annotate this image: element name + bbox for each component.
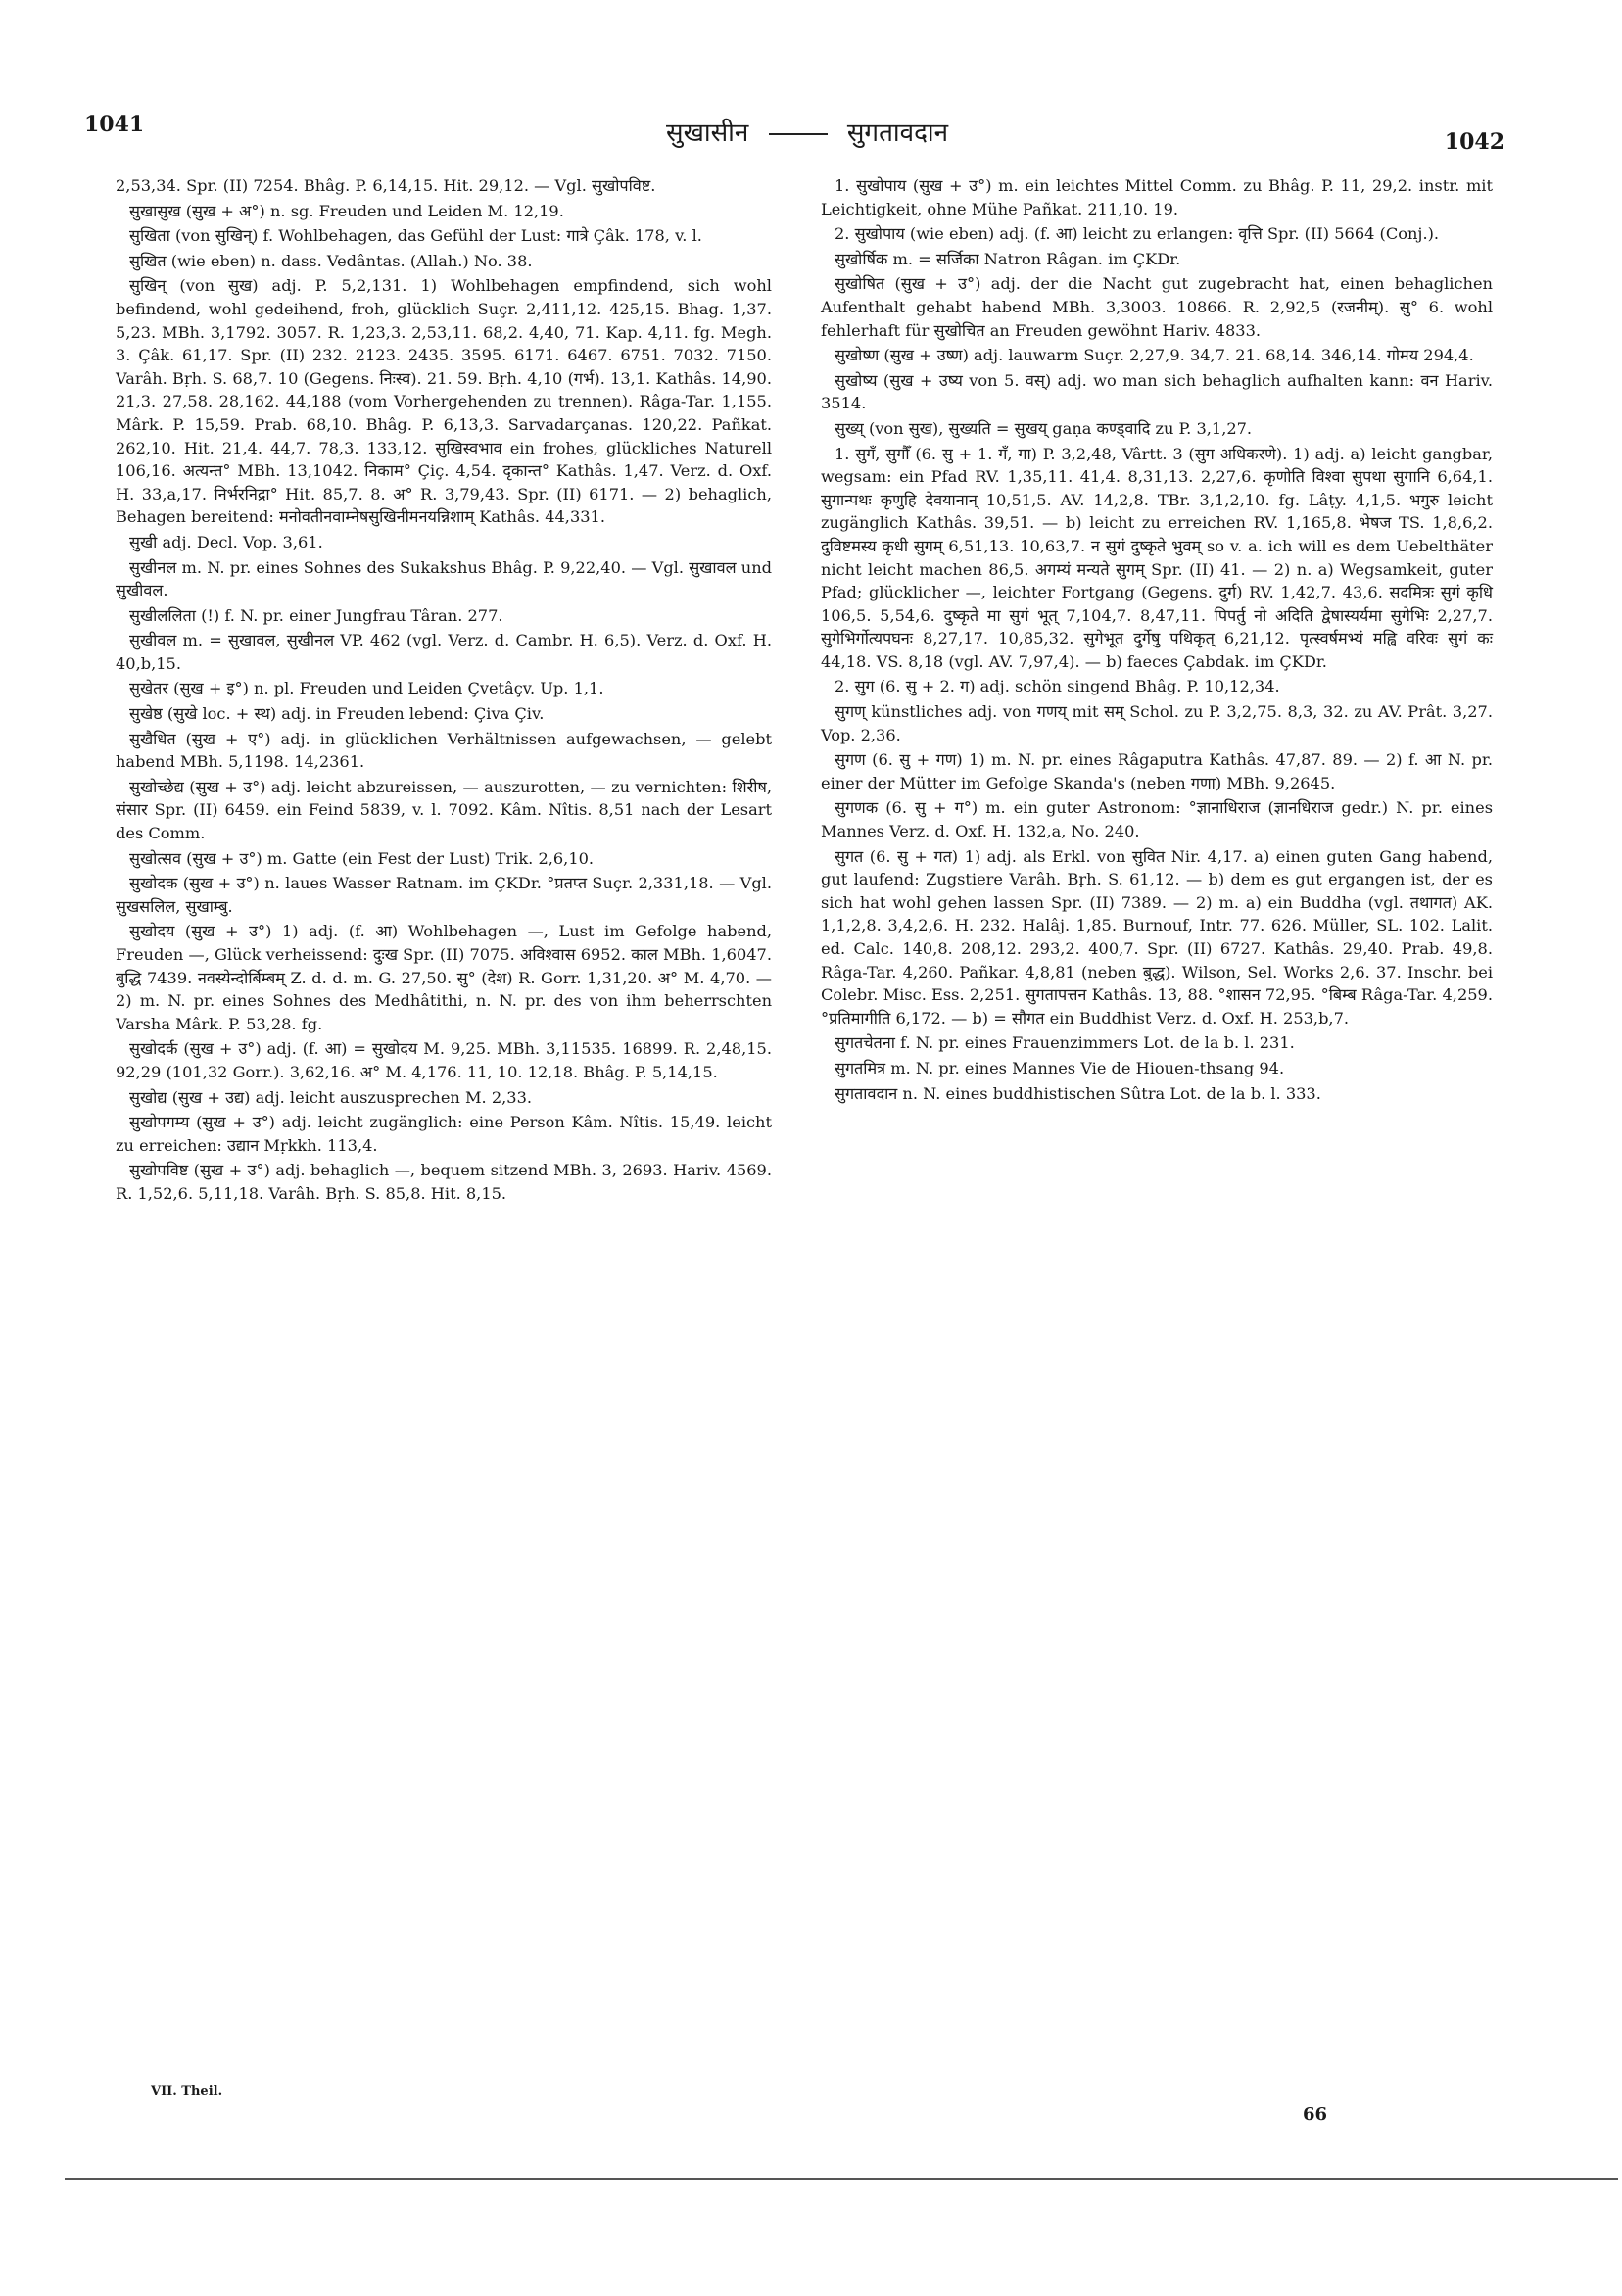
volume-note: VII. Theil. xyxy=(151,2084,223,2099)
entry: सुखोपविष्ट (सुख + उ°) adj. behaglich —, bequem sitzend MBh. 3, 2693. Hariv. 4569. R. 1,52,6. 5,11,18. Varâh. Bṛh. S. 85,8. Hit. 8,15. xyxy=(116,1161,772,1203)
entry: सुखीवल m. = सुखावल, सुखीनल VP. 462 (vgl. Verz. d. Cambr. H. 6,5). Verz. d. Oxf. H. 40,b,15. xyxy=(116,631,772,673)
entry: सुगत (6. सु + गत) 1) adj. als Erkl. von सुवित Nir. 4,17. a) einen guten Gang habend, gut laufend: Zugstiere Varâh. Bṛh. S. 61,12. — b) dem es gut ergangen ist, der es sich hat wohl gehen lassen Spr. (II) 7389. — 2) m. a) ein Buddha (vgl. तथागत) AK. 1,1,2,8. 3,4,2,6. H. 232. Halâj. 1,85. Burnouf, Intr. 77. 626. Müller, SL. 102. Lalit. ed. Calc. 140,8. 208,12. 293,2. 400,7. Spr. (II) 6727. Kathâs. 29,40. Prab. 49,8. Râga-Tar. 4,260. Pañkar. 4,8,81 (neben बुद्ध). Wilson, Sel. Works 2,6. 37. Inschr. bei Colebr. Misc. Ess. 2,251. सुगतापत्तन Kathâs. 13, 88. °शासन 72,95. °बिम्ब Râga-Tar. 4,259. °प्रतिमागीति 6,172. — b) = सौगत ein Buddhist Verz. d. Oxf. H. 253,b,7. xyxy=(821,846,1493,1028)
entry: सुखोद्य (सुख + उद्य) adj. leicht auszusprechen M. 2,33. xyxy=(129,1087,533,1107)
entry: 2. सुखोपाय (wie eben) adj. (f. आ) leicht zu erlangen: वृत्ति Spr. (II) 5664 (Conj.). xyxy=(835,224,1440,244)
right-column xyxy=(821,174,1493,1107)
entry: सुखोष्ण (सुख + उष्ण) adj. lauwarm Suçr. 2,27,9. 34,7. 21. 68,14. 346,14. गोमय 294,4. xyxy=(835,346,1474,365)
entry: सुगण् künstliches adj. von गणय् mit सम् Schol. zu P. 3,2,75. 8,3, 32. zu AV. Prât. 3,27. Vop. 2,36. xyxy=(821,702,1493,744)
entry: सुखोत्सव (सुख + उ°) m. Gatte (ein Fest der Lust) Trik. 2,6,10. xyxy=(129,848,595,868)
page-number-right: 1042 xyxy=(1444,129,1504,155)
entry: सुखी adj. Decl. Vop. 3,61. xyxy=(129,532,323,551)
entry: सुखोदय (सुख + उ°) 1) adj. (f. आ) Wohlbehagen —, Lust im Gefolge habend, Freuden —, Glück verheissend: दुःख Spr. (II) 7075. अविश्वास 6952. काल MBh. 1,6047. बुद्धि 7439. नवस्येन्दोर्बिम्बम् Z. d. d. m. G. 27,50. सु° (देश) R. Gorr. 1,31,20. अ° M. 4,70. — 2) m. N. pr. eines Sohnes des Medhâtithi, n. N. pr. des von ihm beherrschten Varsha Mârk. P. 53,28. fg. xyxy=(116,922,772,1033)
entry: सुखोषित (सुख + उ°) adj. der die Nacht gut zugebracht hat, einen behaglichen Aufenthalt gehabt habend MBh. 3,3003. 10866. R. 2,92,5 (रजनीम्). सु° 6. wohl fehlerhaft für सुखोचित an Freuden gewöhnt Hariv. 4833. xyxy=(821,274,1493,340)
entry: सुखोष्य (सुख + उष्य von 5. वस्) adj. wo man sich behaglich aufhalten kann: वन Hariv. 3514. xyxy=(821,370,1493,413)
entry: सुखिता (von सुखिन्) f. Wohlbehagen, das Gefühl der Lust: गात्रे Çâk. 178, v. l. xyxy=(129,226,702,246)
running-header xyxy=(666,114,948,149)
entry: सुखासुख (सुख + अ°) n. sg. Freuden und Leiden M. 12,19. xyxy=(129,201,564,220)
entry: 1. सुखोपाय (सुख + उ°) m. ein leichtes Mittel Comm. zu Bhâg. P. 11, 29,2. instr. mit Leichtigkeit, ohne Mühe Pañkat. 211,10. 19. xyxy=(821,176,1493,218)
entry: सुगणक (6. सु + ग°) m. ein guter Astronom: °ज्ञानाधिराज (ज्ञानधिराज gedr.) N. pr. eines Mannes Verz. d. Oxf. H. 132,a, No. 240. xyxy=(821,798,1493,841)
entry: सुगतावदान n. N. eines buddhistischen Sûtra Lot. de la b. l. 333. xyxy=(835,1083,1321,1103)
entry: सुखीनल m. N. pr. eines Sohnes des Sukakshus Bhâg. P. 9,22,40. — Vgl. सुखावल und सुखीवल. xyxy=(116,557,772,600)
entry: 1. सुगँ, सुगौँ (6. सु + 1. गँ, गा) P. 3,2,48, Vârtt. 3 (सुग अधिकरणे). 1) adj. a) leicht gangbar, wegsam: ein Pfad RV. 1,35,11. 41,4. 8,31,13. 2,27,6. कृणोति विश्वा सुपथा सुगानि 6,64,1. सुगान्पथः कृणुहि देवयानान् 10,51,5. AV. 14,2,8. TBr. 3,1,2,10. fg. Lâṭy. 4,1,5. भगुरु leicht zugänglich Kathâs. 39,51. — b) leicht zu erreichen RV. 1,165,8. भेषज TS. 1,8,6,2. दुविष्टमस्य कृधी सुगम् 6,51,13. 10,63,7. न सुगं दुष्कृते भुवम् so v. a. ich will es dem Uebelthäter nicht leicht machen 86,5. अगम्यं मन्यते सुगम् Spr. (II) 41. — 2) n. a) Wegsamkeit, guter Pfad; glücklicher —, leichter Fortgang (Gegens. दुर्ग) RV. 1,42,7. 43,6. सदमित्रः सुगं कृधि 106,5. 5,54,6. दुष्कृते मा सुगं भूत् 7,104,7. 8,47,11. पिपर्तु नो अदिति द्वेषास्यर्यमा सुगेभिः 2,27,7. सुगेभिर्गोत्यपघनः 8,27,17. 10,85,32. सुगेभूत दुर्गेषु पथिकृत् 6,21,12. पृत्स्वर्षमभ्यं मह्वि वरिवः सुगं कः 44,18. VS. 8,18 (vgl. AV. 7,97,4). — b) faeces Çabdak. im ÇKDr. xyxy=(821,444,1493,671)
entry: सुखोदक (सुख + उ°) n. laues Wasser Ratnam. im ÇKDr. °प्रतप्त Suçr. 2,331,18. — Vgl. सुखसलिल, सुखाम्बु. xyxy=(116,874,772,916)
entry: सुख्य् (von सुख), सुख्यति = सुखय् gaṇa कण्ड्वादि zu P. 3,1,27. xyxy=(835,418,1253,438)
entry: सुखोर्षिक m. = सर्जिका Natron Râgan. im ÇKDr. xyxy=(835,249,1181,268)
entry: सुखेष्ठ (सुखे loc. + स्थ) adj. in Freuden lebend: Çiva Çiv. xyxy=(129,704,545,724)
entry: सुखोच्छेद्य (सुख + उ°) adj. leicht abzureissen, — auszurotten, — zu vernichten: शिरीष, संसार Spr. (II) 6459. ein Feind 5839, v. l. 7092. Kâm. Nîtis. 8,51 nach der Lesart des Comm. xyxy=(116,777,772,843)
entry: सुखित (wie eben) n. dass. Vedântas. (Allah.) No. 38. xyxy=(129,251,533,270)
page-number-left: 1041 xyxy=(84,112,145,137)
entry: सुखीललिता (!) f. N. pr. einer Jungfrau Târan. 277. xyxy=(129,605,503,625)
header-dash xyxy=(769,133,828,135)
signature-mark: 66 xyxy=(1303,2104,1328,2125)
entry: 2. सुग (6. सु + 2. ग) adj. schön singend Bhâg. P. 10,12,34. xyxy=(835,677,1280,696)
entry-continuation: 2,53,34. Spr. (II) 7254. Bhâg. P. 6,14,15. Hit. 29,12. — Vgl. सुखोपविष्ट. xyxy=(116,176,656,195)
entry: सुगतचेतना f. N. pr. eines Frauenzimmers Lot. de la b. l. 231. xyxy=(835,1033,1295,1053)
entry: सुगतमित्र m. N. pr. eines Mannes Vie de Hiouen-thsang 94. xyxy=(835,1058,1285,1077)
entry: सुखोपगम्य (सुख + उ°) adj. leicht zugänglich: eine Person Kâm. Nîtis. 15,49. leicht zu erreichen: उद्यान Mṛkkh. 113,4. xyxy=(116,1113,772,1155)
entry: सुखैधित (सुख + ए°) adj. in glücklichen Verhältnissen aufgewachsen, — gelebt habend MBh. 5,1198. 14,2361. xyxy=(116,729,772,772)
entry: सुखोदर्क (सुख + उ°) adj. (f. आ) = सुखोदय M. 9,25. MBh. 3,11535. 16899. R. 2,48,15. 92,29 (101,32 Gorr.). 3,62,16. अ° M. 4,176. 11, 10. 12,18. Bhâg. P. 5,14,15. xyxy=(116,1039,772,1081)
entry: सुखेतर (सुख + इ°) n. pl. Freuden und Leiden Çvetâçv. Up. 1,1. xyxy=(129,679,604,698)
guide-word-left: सुखासीन xyxy=(666,119,749,148)
entry: सुगण (6. सु + गण) 1) m. N. pr. eines Râgaputra Kathâs. 47,87. 89. — 2) f. आ N. pr. einer der Mütter im Gefolge Skanda's (neben गणा) MBh. 9,2645. xyxy=(821,750,1493,792)
entry: सुखिन् (von सुख) adj. P. 5,2,131. 1) Wohlbehagen empfindend, sich wohl befindend, wohl gedeihend, froh, glücklich Suçr. 2,411,12. 425,15. Bhag. 1,37. 5,23. MBh. 3,1792. 3057. R. 1,23,3. 2,53,11. 68,2. 4,40, 71. Kap. 4,11. fg. Megh. 3. Çâk. 61,17. Spr. (II) 232. 2123. 2435. 3595. 6171. 6467. 6751. 7032. 7150. Varâh. Bṛh. S. 68,7. 10 (Gegens. निःस्व). 21. 59. Bṛh. 4,10 (गर्भ). 13,1. Kathâs. 14,90. 21,3. 27,58. 28,162. 44,188 (vom Vorhergehenden zu trennen). Râga-Tar. 1,155. Mârk. P. 15,59. Prab. 68,10. Bhâg. P. 6,13,3. Sarvadarçanas. 120,22. Pañkat. 262,10. Hit. 21,4. 44,7. 78,3. 133,12. सुखिस्वभाव ein frohes, glückliches Naturell 106,16. अत्यन्त° MBh. 13,1042. निकाम° Çiç. 4,54. दृकान्त° Kathâs. 1,47. Verz. d. Oxf. H. 33,a,17. निर्भरनिद्रा° Hit. 85,7. 8. अ° R. 3,79,43. Spr. (II) 6171. — 2) behaglich, Behagen bereitend: मनोवतीनवाम्नेषसुखिनीमनयन्निशाम् Kathâs. 44,331. xyxy=(116,276,772,527)
guide-word-right: सुगतावदान xyxy=(846,119,949,148)
bottom-rule xyxy=(65,2178,1618,2180)
left-column xyxy=(116,174,772,1208)
